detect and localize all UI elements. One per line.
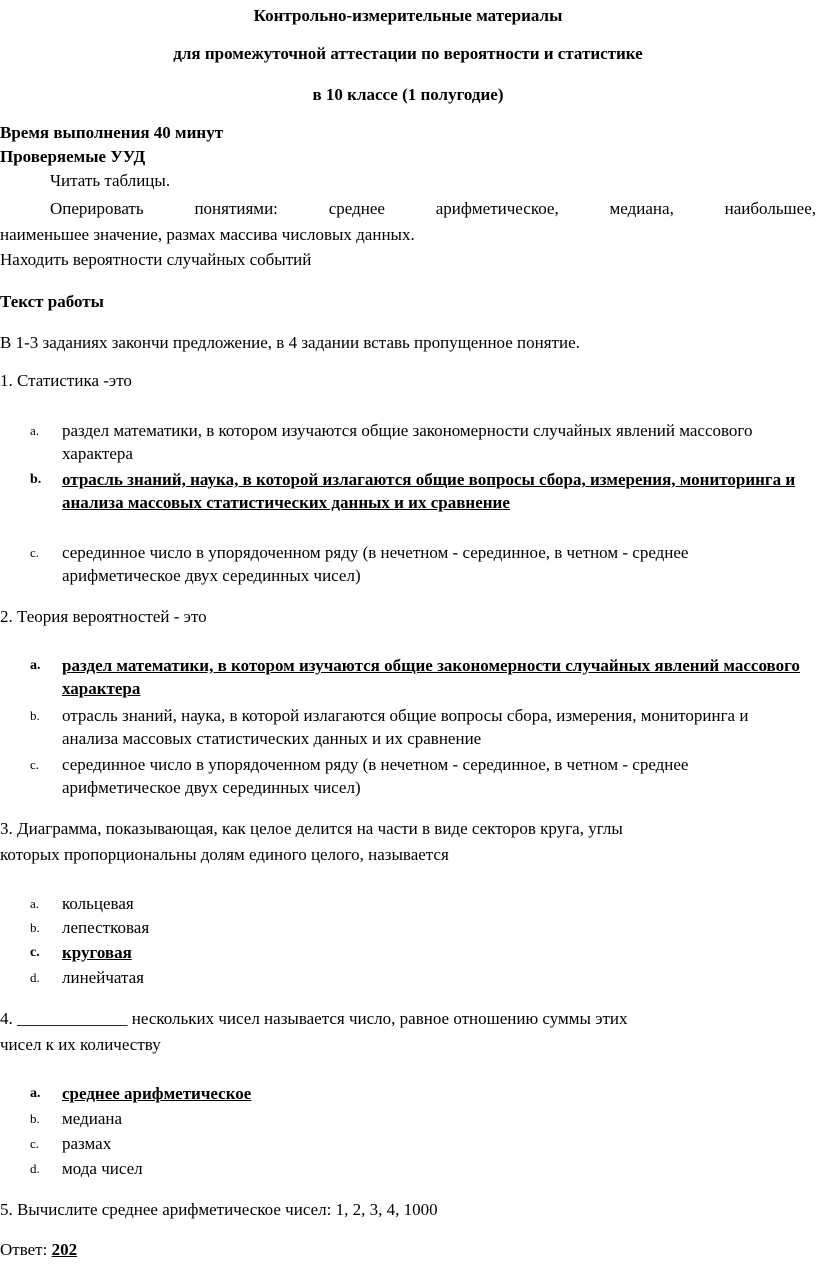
q1-option-b-letter: b. [30,472,42,487]
q1-question: 1. Статистика -это [0,371,132,390]
q2-option-a-letter: a. [30,658,41,673]
q3-option-b-letter: b. [30,920,40,935]
q1-option-a-letter: a. [30,423,40,438]
q1-option-a: раздел математики, в котором изучаются общие закономерности случайных явлений массового характера [62,421,753,463]
q5-answer-label: Ответ: [0,1240,48,1259]
q3-option-b: лепестковая [62,918,150,937]
q3-option-a: кольцевая [62,894,134,913]
q2-option-a-correct: раздел математики, в котором изучаются общие закономерности случайных явлений массового характера [62,656,800,698]
q5-answer [0,1238,77,1262]
q3-question-line-2: которых пропорциональны долям единого целого, называется [0,845,449,864]
q2-option-b: отрасль знаний, наука, в которой излагаются общие вопросы сбора, измерения, мониторинга и анализа массовых статистических данных и их сравнение [62,706,749,748]
q1-option-b-correct: отрасль знаний, наука, в которой излагаются общие вопросы сбора, измерения, мониторинга и анализа массовых статистических данных и их сравнение [62,470,796,512]
uud-item-2-line-1: Оперировать понятиями: среднее арифметическое, медиана, наибольшее, [50,199,816,218]
q4-option-b-letter: b. [30,1111,40,1126]
q4-option-a-letter: a. [30,1086,41,1101]
q2-option-c: серединное число в упорядоченном ряду (в нечетном - серединное, в четном - среднее арифметическое двух серединных чисел) [62,755,689,797]
q3-option-d-letter: d. [30,970,40,985]
q2-option-b-letter: b. [30,708,40,723]
q4-option-c: размах [62,1134,112,1153]
uud-item-3: Находить вероятности случайных событий [0,250,312,269]
q3-option-a-letter: a. [30,896,40,911]
q4-question-line-1: 4. _____________ нескольких чисел называется число, равное отношению суммы этих [0,1009,628,1028]
uud-item-1: Читать таблицы. [50,171,171,190]
q4-option-c-letter: c. [30,1136,40,1151]
q2-option-c-letter: c. [30,757,40,772]
uud-title: Проверяемые УУД [0,147,146,166]
q1-option-c: серединное число в упорядоченном ряду (в нечетном - серединное, в четном - среднее арифметическое двух серединных чисел) [62,543,689,585]
q1-option-c-letter: c. [30,545,40,560]
q4-option-b: медиана [62,1109,123,1128]
doc-title-line-1: Контрольно-измерительные материалы [253,6,563,25]
doc-title-line-2: для промежуточной аттестации по вероятности и статистике [173,44,643,63]
doc-title-line-3: в 10 классе (1 полугодие) [312,85,504,104]
time-limit: Время выполнения 40 минут [0,123,224,142]
q4-option-a-correct: среднее арифметическое [62,1084,252,1103]
work-instruction: В 1-3 заданиях закончи предложение, в 4 задании вставь пропущенное понятие. [0,333,580,352]
uud-item-2-line-2: наименьшее значение, размах массива числовых данных. [0,225,415,244]
q3-option-d: линейчатая [62,968,144,987]
q3-question-line-1: 3. Диаграмма, показывающая, как целое делится на части в виде секторов круга, углы [0,819,623,838]
q5-question: 5. Вычислите среднее арифметическое чисел: 1, 2, 3, 4, 1000 [0,1200,438,1219]
q4-option-d-letter: d. [30,1161,40,1176]
q5-answer-value: 202 [51,1240,78,1259]
q3-option-c-letter: c. [30,945,40,960]
work-title: Текст работы [0,292,104,311]
q4-option-d: мода чисел [62,1159,143,1178]
q2-question: 2. Теория вероятностей - это [0,607,207,626]
q3-option-c-correct: круговая [62,943,132,962]
q4-question-line-2: чисел к их количеству [0,1035,161,1054]
